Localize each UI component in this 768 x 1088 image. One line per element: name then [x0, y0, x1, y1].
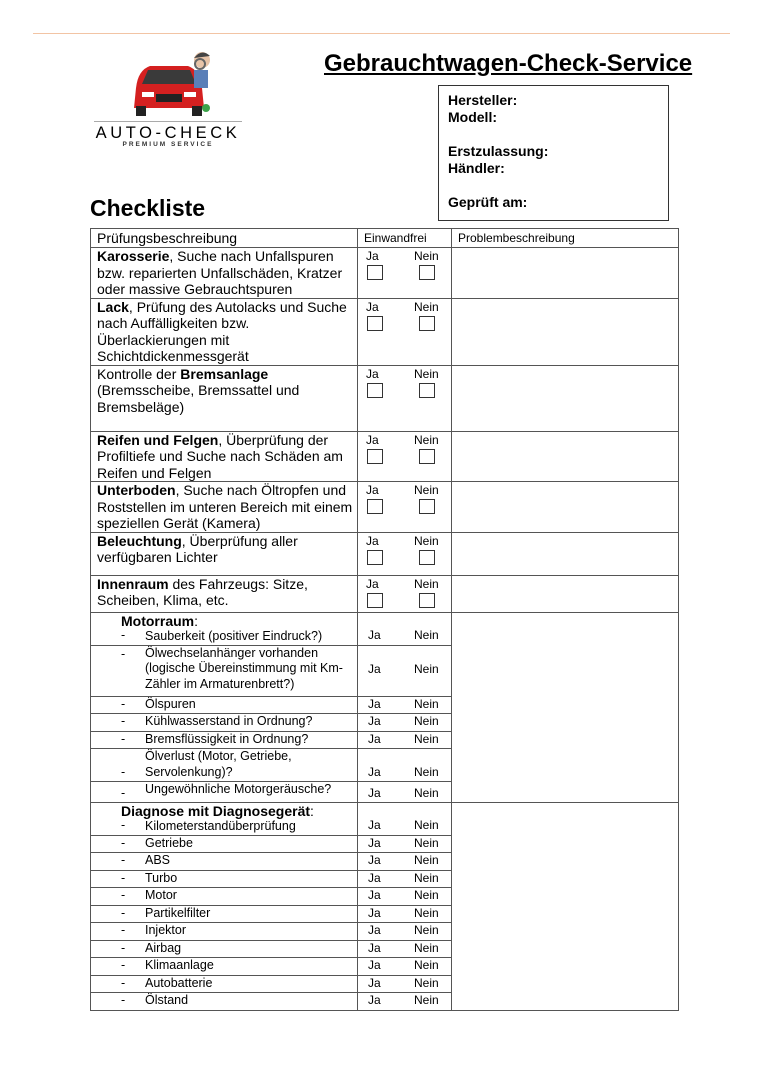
einwandfrei-cell [358, 853, 452, 871]
check-subitem [91, 835, 358, 853]
nein-checkbox[interactable] [419, 550, 435, 565]
check-subitem [91, 870, 358, 888]
subitem-text: Sauberkeit (positiver Eindruck?) [145, 628, 323, 643]
subitem-text: Ölstand [145, 993, 189, 1007]
subitem-text: Airbag [145, 940, 182, 955]
table-row [91, 612, 679, 645]
ja-checkbox[interactable] [367, 316, 383, 331]
subitem-text: Autobatterie [145, 975, 213, 990]
problem-description-field[interactable] [452, 532, 679, 575]
nein-label: Nein [414, 483, 439, 497]
problem-description-field[interactable] [452, 482, 679, 533]
subitem-text: Ölwechselanhänger vorhanden (logische Übereinstimmung mit Km-Zähler im Armaturenbrett?) [145, 645, 343, 691]
car-inspector-icon [128, 48, 218, 120]
check-description [91, 365, 358, 431]
ja-option[interactable]: Ja [368, 628, 381, 642]
check-subitem [91, 940, 358, 958]
ja-option[interactable]: Ja [368, 835, 381, 850]
section-suffix: : [194, 612, 199, 629]
ja-checkbox[interactable] [367, 499, 383, 514]
nein-checkbox[interactable] [419, 449, 435, 464]
bullet-dash: - [121, 905, 126, 920]
description-keyword: Reifen und Felgen [97, 431, 219, 448]
ja-checkbox[interactable] [367, 265, 383, 280]
nein-option[interactable]: Nein [414, 731, 439, 746]
nein-option[interactable]: Nein [414, 785, 439, 800]
bullet-dash: - [121, 923, 126, 937]
ja-option[interactable]: Ja [368, 714, 381, 728]
problem-description-field[interactable] [452, 298, 679, 365]
ja-label: Ja [366, 483, 379, 497]
ja-label: Ja [366, 432, 379, 447]
erstzulassung-label: Erstzulassung: [448, 143, 549, 159]
problem-description-field[interactable] [452, 431, 679, 482]
description-keyword: Lack [97, 298, 129, 315]
einwandfrei-cell [358, 645, 452, 696]
ja-option[interactable]: Ja [368, 764, 381, 779]
einwandfrei-cell [358, 612, 452, 645]
header-einwandfrei: Einwandfrei [358, 229, 452, 248]
description-keyword: Karosserie [97, 248, 170, 264]
bullet-dash: - [121, 818, 126, 832]
checklist-heading: Checkliste [90, 195, 206, 221]
check-subitem [91, 645, 358, 696]
nein-checkbox[interactable] [419, 316, 435, 331]
subitem-text: Bremsflüssigkeit in Ordnung? [145, 731, 309, 746]
nein-option[interactable]: Nein [414, 853, 439, 867]
ja-option[interactable]: Ja [368, 888, 381, 902]
vehicle-info-box [438, 85, 669, 221]
hersteller-label: Hersteller: [448, 92, 518, 108]
ja-checkbox[interactable] [367, 550, 383, 565]
ja-option[interactable]: Ja [368, 993, 381, 1007]
geprueft-label: Geprüft am: [448, 194, 528, 210]
bullet-dash: - [121, 835, 126, 850]
problem-description-field[interactable] [452, 803, 679, 1011]
check-subitem [91, 888, 358, 906]
nein-option[interactable]: Nein [414, 905, 439, 920]
subitem-text: Partikelfilter [145, 905, 211, 920]
logo-brand: AUTO-CHECK [94, 121, 242, 143]
check-description [91, 532, 358, 575]
problem-description-field[interactable] [452, 365, 679, 431]
bullet-dash: - [121, 647, 126, 661]
nein-checkbox[interactable] [419, 383, 435, 398]
nein-option[interactable]: Nein [414, 975, 439, 990]
nein-label: Nein [414, 299, 439, 314]
description-keyword: Bremsanlage [180, 365, 269, 382]
bullet-dash: - [121, 764, 126, 779]
ja-label: Ja [366, 533, 379, 548]
nein-label: Nein [414, 249, 439, 263]
nein-checkbox[interactable] [419, 499, 435, 514]
nein-option[interactable]: Nein [414, 940, 439, 955]
einwandfrei-cell [358, 731, 452, 749]
problem-description-field[interactable] [452, 248, 679, 299]
bullet-dash: - [121, 714, 126, 728]
description-keyword: Unterboden [97, 482, 176, 498]
table-header-row [91, 229, 679, 248]
logo-tagline: PREMIUM SERVICE [122, 141, 214, 148]
einwandfrei-cell [358, 940, 452, 958]
table-row [91, 365, 679, 431]
problem-description-field[interactable] [452, 612, 679, 803]
checklist-table [90, 228, 679, 1011]
description-text: , Suche nach Öltropfen und Roststellen im unteren Bereich mit einem speziellen Gerät (Kamera) [97, 482, 353, 531]
einwandfrei-cell [358, 696, 452, 714]
check-subitem [91, 853, 358, 871]
check-subitem [91, 803, 358, 836]
subitem-text: Ölverlust (Motor, Getriebe, Servolenkung)? [145, 749, 292, 779]
nein-option[interactable]: Nein [414, 835, 439, 850]
header-problem: Problembeschreibung [452, 229, 679, 248]
bullet-dash: - [121, 975, 126, 990]
subitem-text: Kilometerstandüberprüfung [145, 819, 296, 833]
subitem-text: Injektor [145, 923, 186, 937]
nein-option[interactable]: Nein [414, 888, 439, 902]
einwandfrei-cell [358, 532, 452, 575]
ja-checkbox[interactable] [367, 593, 383, 608]
description-text: , Prüfung des Autolacks und Suche nach Auffälligkeiten bzw. Überlackierungen mit Schichtdickenmessgerät [97, 298, 347, 364]
description-text: , Überprüfung der Profiltiefe und Suche nach Schäden am Reifen und Felgen [97, 431, 343, 481]
nein-option[interactable]: Nein [414, 628, 439, 642]
ja-checkbox[interactable] [367, 383, 383, 398]
check-subitem [91, 993, 358, 1011]
check-subitem [91, 714, 358, 732]
ja-option[interactable]: Ja [368, 923, 381, 937]
nein-option[interactable]: Nein [414, 870, 439, 885]
description-keyword: Innenraum [97, 575, 169, 592]
bullet-dash: - [121, 870, 126, 885]
section-title: Motorraum [121, 612, 195, 629]
subitem-text: ABS [145, 853, 171, 867]
section-suffix: : [310, 803, 314, 819]
section-title: Diagnose mit Diagnosegerät [121, 803, 311, 819]
document-title: Gebrauchtwagen-Check-Service [324, 50, 693, 77]
table-row [91, 431, 679, 482]
nein-option[interactable]: Nein [414, 696, 439, 711]
einwandfrei-cell [358, 993, 452, 1011]
ja-option[interactable]: Ja [368, 662, 381, 677]
bullet-dash: - [121, 958, 126, 972]
nein-option[interactable]: Nein [414, 958, 439, 972]
nein-option[interactable]: Nein [414, 993, 439, 1007]
einwandfrei-cell [358, 958, 452, 976]
nein-option[interactable]: Nein [414, 764, 439, 779]
bullet-dash: - [121, 731, 126, 746]
check-subitem [91, 782, 358, 803]
check-subitem [91, 958, 358, 976]
table-row [91, 298, 679, 365]
einwandfrei-cell [358, 431, 452, 482]
subitem-text: Kühlwasserstand in Ordnung? [145, 714, 313, 728]
ja-option[interactable]: Ja [368, 853, 381, 867]
table-row [91, 532, 679, 575]
ja-label: Ja [366, 249, 379, 263]
description-text: , Suche nach Unfallspuren bzw. reparierten Unfallschäden, Kratzer oder massive Gebrauchtspuren [97, 248, 343, 297]
check-description [91, 575, 358, 612]
einwandfrei-cell [358, 835, 452, 853]
nein-option[interactable]: Nein [414, 714, 439, 728]
check-subitem [91, 905, 358, 923]
subitem-text: Ölspuren [145, 696, 196, 711]
nein-label: Nein [414, 432, 439, 447]
check-description [91, 298, 358, 365]
einwandfrei-cell [358, 714, 452, 732]
check-subitem [91, 612, 358, 645]
nein-checkbox[interactable] [419, 265, 435, 280]
section-heading [121, 613, 357, 629]
subitem-text: Ungewöhnliche Motorgeräusche? [145, 782, 332, 796]
einwandfrei-cell [358, 923, 452, 941]
ja-label: Ja [366, 299, 379, 314]
subitem-text: Turbo [145, 870, 178, 885]
description-text: , Überprüfung aller verfügbaren Lichter [97, 532, 298, 565]
check-description [91, 431, 358, 482]
check-subitem [91, 749, 358, 782]
check-subitem [91, 975, 358, 993]
einwandfrei-cell [358, 482, 452, 533]
subitem-text: Motor [145, 888, 177, 902]
ja-option[interactable]: Ja [368, 940, 381, 955]
table-row [91, 482, 679, 533]
ja-label: Ja [366, 366, 379, 381]
description-text: Kontrolle der [97, 365, 181, 382]
section-heading [121, 803, 357, 819]
einwandfrei-cell [358, 888, 452, 906]
ja-label: Ja [366, 576, 379, 591]
check-description [91, 482, 358, 533]
ja-option[interactable]: Ja [368, 731, 381, 746]
ja-option[interactable]: Ja [368, 818, 381, 832]
bullet-dash: - [121, 940, 126, 955]
check-subitem [91, 696, 358, 714]
ja-option[interactable]: Ja [368, 975, 381, 990]
einwandfrei-cell [358, 782, 452, 803]
check-subitem [91, 731, 358, 749]
auto-check-logo [88, 48, 243, 158]
description-keyword: Beleuchtung [97, 532, 182, 549]
check-subitem [91, 923, 358, 941]
ja-option[interactable]: Ja [368, 958, 381, 972]
table-row [91, 803, 679, 836]
ja-option[interactable]: Ja [368, 870, 381, 885]
nein-option[interactable]: Nein [414, 662, 439, 677]
einwandfrei-cell [358, 803, 452, 836]
bullet-dash: - [121, 993, 126, 1007]
modell-label: Modell: [448, 109, 497, 125]
subitem-text: Getriebe [145, 835, 193, 850]
subitem-text: Klimaanlage [145, 958, 214, 972]
nein-checkbox[interactable] [419, 593, 435, 608]
description-text: des Fahrzeugs: Sitze, Scheiben, Klima, etc. [97, 575, 308, 608]
ja-option[interactable]: Ja [368, 785, 381, 800]
einwandfrei-cell [358, 870, 452, 888]
einwandfrei-cell [358, 975, 452, 993]
bullet-dash: - [121, 628, 126, 642]
nein-label: Nein [414, 366, 439, 381]
einwandfrei-cell [358, 365, 452, 431]
nein-label: Nein [414, 576, 439, 591]
ja-checkbox[interactable] [367, 449, 383, 464]
einwandfrei-cell [358, 248, 452, 299]
nein-label: Nein [414, 533, 439, 548]
nein-option[interactable]: Nein [414, 923, 439, 937]
page-top-rule [33, 33, 730, 34]
nein-option[interactable]: Nein [414, 818, 439, 832]
ja-option[interactable]: Ja [368, 905, 381, 920]
einwandfrei-cell [358, 749, 452, 782]
table-row [91, 575, 679, 612]
einwandfrei-cell [358, 905, 452, 923]
einwandfrei-cell [358, 575, 452, 612]
problem-description-field[interactable] [452, 575, 679, 612]
bullet-dash: - [121, 888, 126, 902]
bullet-dash: - [121, 785, 126, 800]
description-text: (Bremsscheibe, Bremssattel und Bremsbeläge) [97, 382, 300, 415]
table-row [91, 248, 679, 299]
bullet-dash: - [121, 696, 126, 711]
bullet-dash: - [121, 853, 126, 867]
check-description [91, 248, 358, 299]
einwandfrei-cell [358, 298, 452, 365]
haendler-label: Händler: [448, 160, 505, 176]
header-description: Prüfungsbeschreibung [91, 229, 358, 248]
ja-option[interactable]: Ja [368, 696, 381, 711]
